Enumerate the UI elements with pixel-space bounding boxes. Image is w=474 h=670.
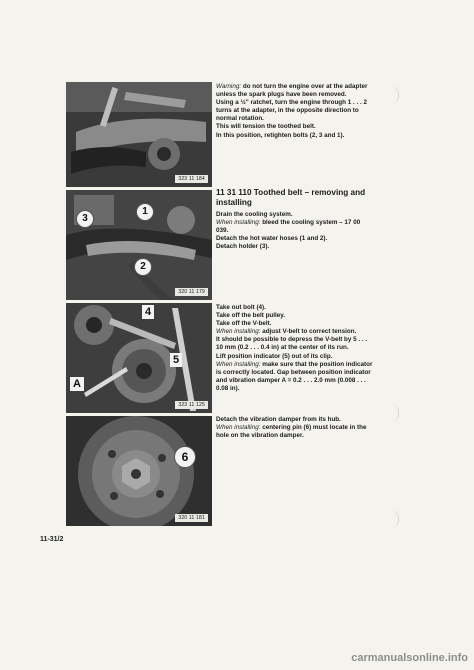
figure-2-tag: 320 11 179	[175, 288, 208, 296]
warning-text: do not turn the engine over at the adapter unless the spark plugs have been removed.	[216, 83, 368, 99]
engine-photo-3	[66, 303, 212, 413]
figure-1-tag: 323 11 184	[175, 175, 208, 183]
figure-3-tag: 323 11 125	[175, 401, 208, 409]
page-number: 11-31/2	[40, 536, 64, 543]
margin-mark-top	[388, 86, 399, 104]
bleed-text: bleed the cooling system – 17 00 039.	[216, 219, 361, 235]
section-heading: 11 31 110 Toothed belt – removing and installing	[216, 188, 366, 207]
tension-note: This will tension the toothed belt.	[216, 123, 316, 131]
warning-label: Warning:	[216, 83, 242, 90]
callout-1: 1	[136, 203, 154, 221]
warning-block	[216, 83, 374, 140]
damper-block	[216, 416, 374, 440]
when-installing-label-4: When installing:	[216, 424, 261, 432]
callout-3: 3	[76, 210, 94, 228]
hoses-instruction: Detach the hot water hoses (1 and 2).	[216, 235, 328, 243]
pin-text: centering pin (6) must locate in the hole on the vibration damper.	[216, 424, 367, 440]
gap-text: make sure that the position indicator is correctly located. Gap between position indicator and vibration damper A = 0.2 . . . 2.0 mm (0.008 . . . 0.08 in).	[216, 360, 373, 392]
when-installing-label-3: When installing:	[216, 360, 261, 368]
engine-photo-4-drawing	[66, 416, 212, 526]
engine-photo-4	[66, 416, 212, 526]
pulley-instruction: Take off the belt pulley.	[216, 312, 286, 320]
ratchet-instruction: Using a ½" ratchet, turn the engine through 1 . . . 2 turns at the adapter, in the opposite direction to normal rotation.	[216, 99, 367, 123]
watermark-url: carmanualsonline.info	[351, 652, 468, 664]
when-installing-label-2: When installing:	[216, 328, 261, 336]
tension-paragraph	[216, 328, 374, 336]
retighten-instruction: In this position, retighten bolts (2, 3 and 1).	[216, 131, 345, 139]
drain-instruction: Drain the cooling system.	[216, 211, 293, 218]
callout-a: A	[70, 377, 84, 391]
callout-2: 2	[134, 258, 152, 276]
engine-photo-1-drawing	[66, 82, 212, 187]
vbelt-block	[216, 304, 374, 393]
engine-photo-3-drawing	[66, 303, 212, 413]
vbelt-instruction: Take off the V-belt.	[216, 320, 272, 328]
damper-instruction: Detach the vibration damper from its hub.	[216, 416, 341, 423]
gap-paragraph	[216, 361, 374, 393]
depress-note: It should be possible to depress the V-belt by 5 . . . 10 mm (0.2 . . . 0.4 in) at the center of its run.	[216, 336, 368, 352]
bleed-paragraph	[216, 219, 374, 235]
pin-paragraph	[216, 424, 374, 440]
callout-4: 4	[142, 305, 154, 319]
bolt-instruction: Take out bolt (4).	[216, 304, 266, 311]
callout-5: 5	[170, 353, 182, 367]
margin-mark-bottom	[388, 510, 399, 528]
engine-photo-2	[66, 190, 212, 300]
when-installing-label: When installing:	[216, 219, 261, 227]
figure-4-tag: 320 11 181	[175, 514, 208, 522]
indicator-instruction: Lift position indicator (5) out of its clip.	[216, 352, 333, 360]
engine-photo-1	[66, 82, 212, 187]
margin-mark-middle	[388, 404, 399, 422]
tension-text: adjust V-belt to correct tension.	[262, 328, 357, 336]
callout-6: 6	[174, 446, 196, 468]
cooling-block	[216, 211, 374, 251]
holder-instruction: Detach holder (3).	[216, 243, 270, 251]
warning-paragraph	[216, 83, 374, 99]
